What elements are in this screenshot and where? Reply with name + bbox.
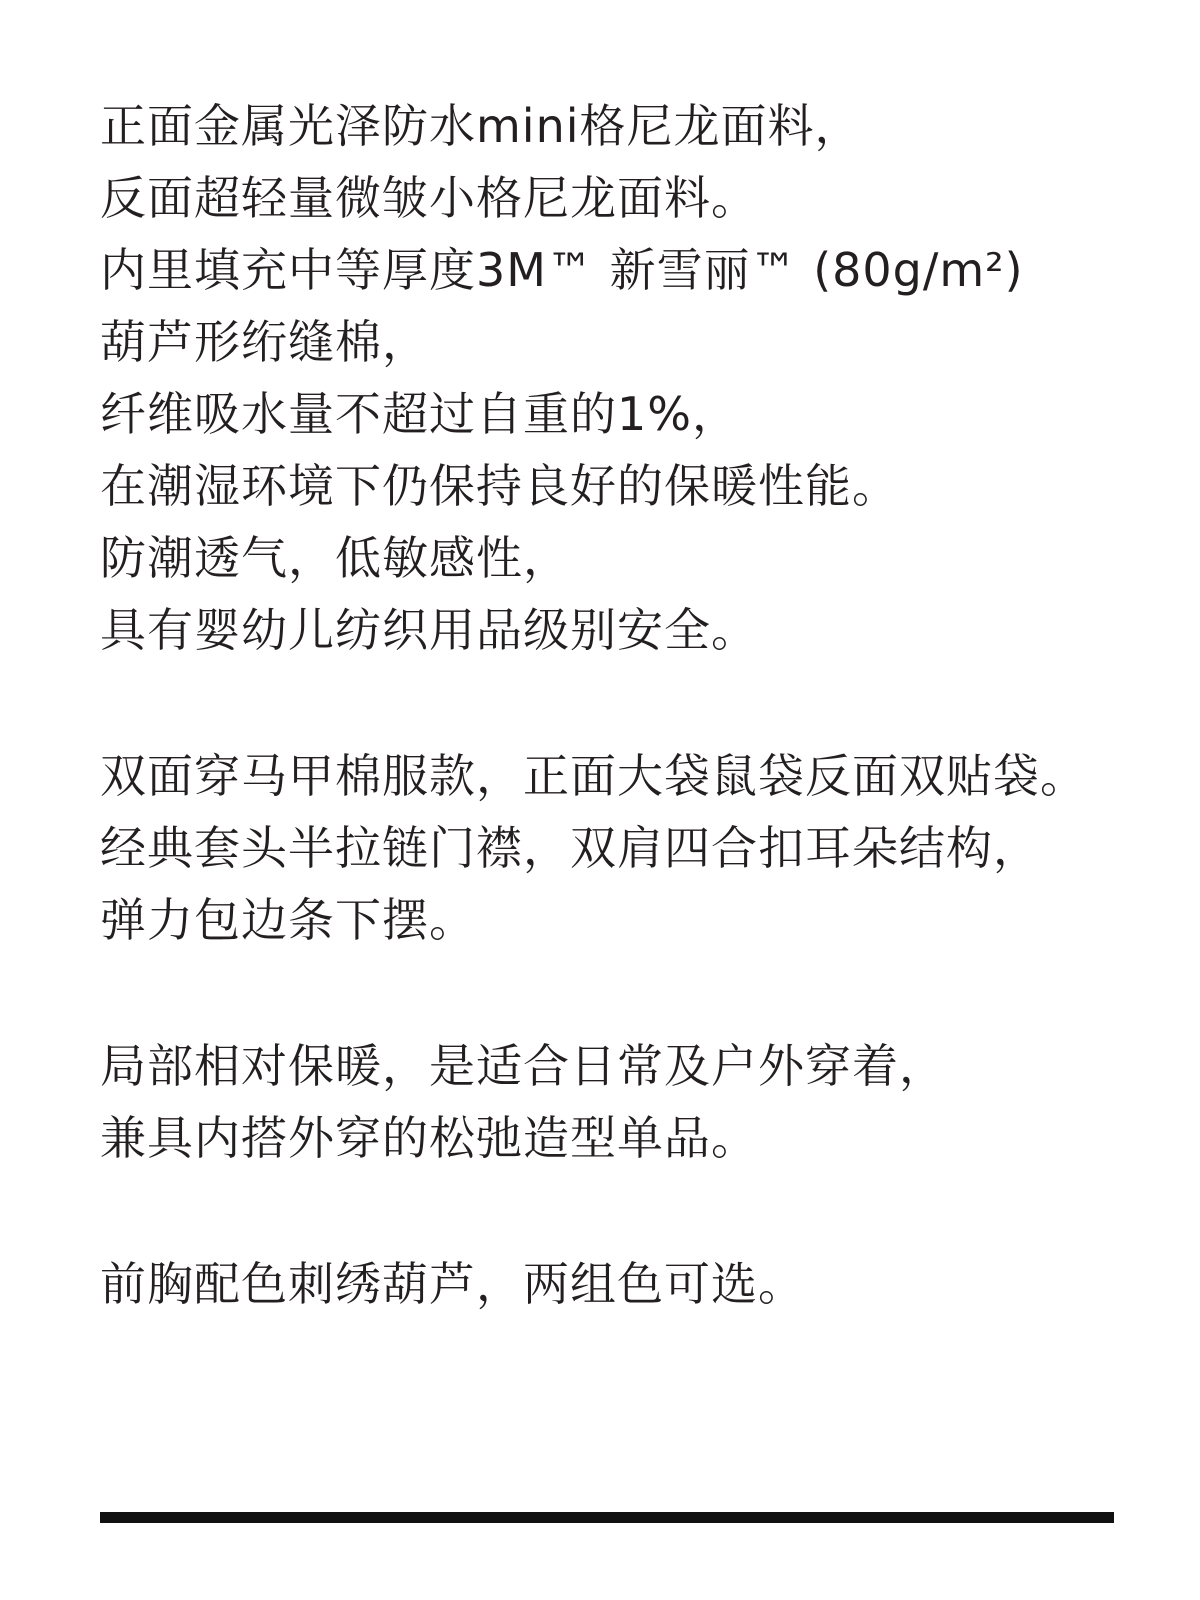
text-line: 双面穿马甲棉服款，正面大袋鼠袋反面双贴袋。 xyxy=(100,749,1087,803)
bottom-divider xyxy=(100,1512,1114,1523)
text-line: 正面金属光泽防水mini格尼龙面料， xyxy=(100,99,862,153)
text-line: 纤维吸水量不超过自重的1%， xyxy=(100,387,739,441)
text-line: 经典套头半拉链门襟，双肩四合扣耳朵结构， xyxy=(100,821,1040,875)
text-line: 兼具内搭外穿的松弛造型单品。 xyxy=(100,1111,758,1165)
paragraph-usage xyxy=(100,1030,1180,1174)
text-line: 前胸配色刺绣葫芦，两组色可选。 xyxy=(100,1257,805,1311)
text-line: 具有婴幼儿纺织用品级别安全。 xyxy=(100,603,758,657)
product-description xyxy=(100,90,1180,1394)
text-line: 弹力包边条下摆。 xyxy=(100,893,476,947)
text-line: 内里填充中等厚度3M™ 新雪丽™ (80g/m²) xyxy=(100,243,1024,297)
paragraph-embroidery xyxy=(100,1248,1180,1320)
text-line: 在潮湿环境下仍保持良好的保暖性能。 xyxy=(100,459,899,513)
text-line: 反面超轻量微皱小格尼龙面料。 xyxy=(100,171,758,225)
text-line: 防潮透气，低敏感性， xyxy=(100,531,570,585)
text-line: 葫芦形绗缝棉， xyxy=(100,315,429,369)
text-line: 局部相对保暖，是适合日常及户外穿着， xyxy=(100,1039,946,1093)
paragraph-design xyxy=(100,740,1180,956)
paragraph-materials xyxy=(100,90,1180,666)
